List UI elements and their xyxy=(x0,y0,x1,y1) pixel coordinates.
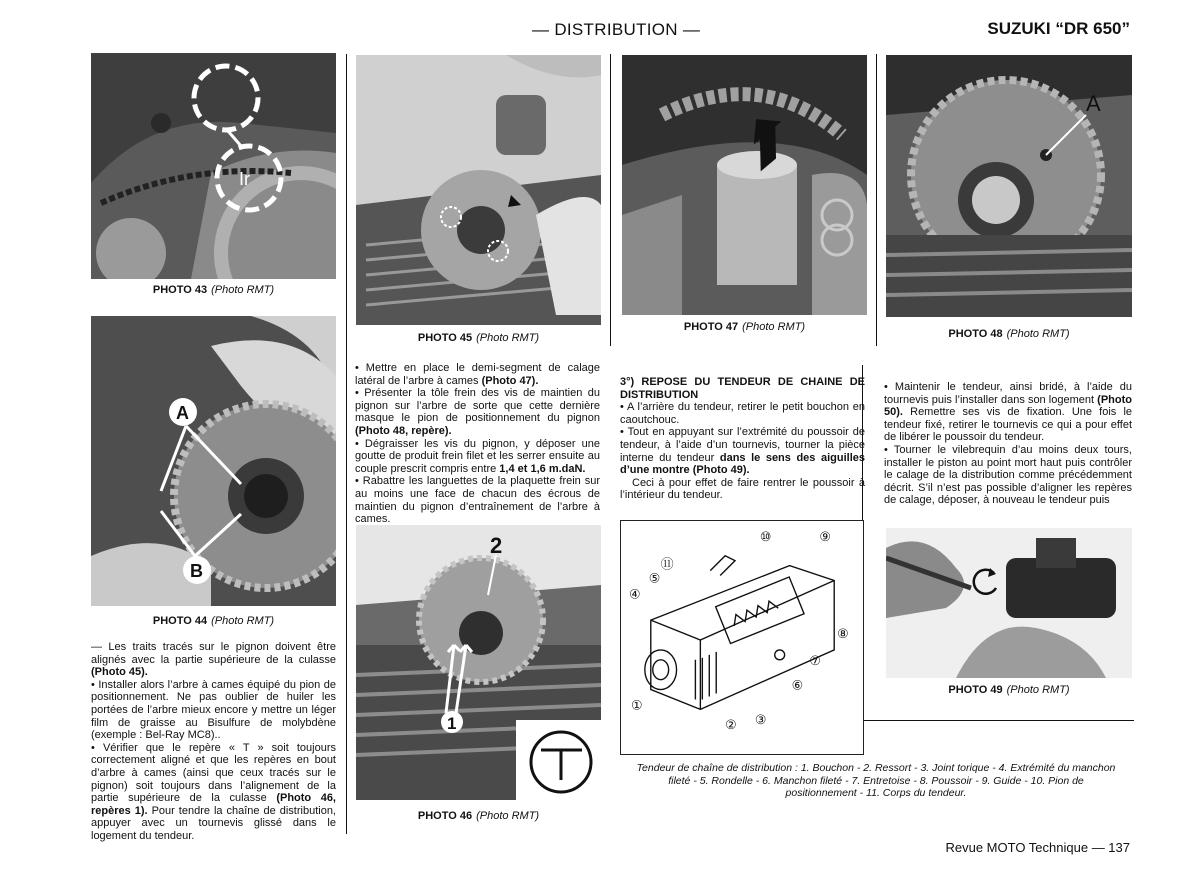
diagram-label: ⑤ xyxy=(648,571,661,587)
photo-marker: B xyxy=(190,561,203,581)
column-2-text xyxy=(355,362,600,526)
photo-49 xyxy=(886,528,1132,678)
photo-credit: (Photo RMT) xyxy=(1006,684,1070,696)
photo-credit: (Photo RMT) xyxy=(476,332,540,344)
photo-number: PHOTO 48 xyxy=(948,328,1003,340)
photo-reference: (Photo 45). xyxy=(91,666,148,679)
text-run: Pour tendre la chaîne de distribution, appuyer avec un tournevis glissé dans le logement du tendeur. xyxy=(91,804,336,842)
section-heading: 3°) REPOSE DU TENDEUR DE CHAINE DE DISTRIBUTION xyxy=(620,376,865,401)
photo-credit: (Photo RMT) xyxy=(742,321,806,333)
photo-number: PHOTO 45 xyxy=(417,332,473,344)
photo-48-caption xyxy=(886,328,1132,340)
diagram-label: ⑥ xyxy=(791,678,804,694)
emphasis: dans le sens des aiguilles d’une montre (Photo 49). xyxy=(620,451,865,477)
bullet-paragraph: • Tourner le vilebrequin d’au moins deux tours, installer le piston au point mort haut puis contrôler le calage de la distribution comme précédemment décrit. S’il n’est pas possible d’aligner les repères de calage, déposer, à nouveau le tendeur puis xyxy=(884,444,1132,507)
photo-47-caption xyxy=(622,321,867,333)
photo-credit: (Photo RMT) xyxy=(211,615,275,627)
photo-marker: 1 xyxy=(447,714,457,733)
bullet-paragraph: • Rabattre les languettes de la plaquette frein sur au moins une face de chacun des écrous de maintien du pignon d’entraînement de l’arbre à cames. xyxy=(355,475,600,525)
photo-number: PHOTO 44 xyxy=(152,615,208,627)
bullet-paragraph xyxy=(91,742,336,843)
photo-reference: (Photo 47). xyxy=(481,374,539,387)
bullet-paragraph xyxy=(355,438,600,476)
photo-45-caption xyxy=(356,332,601,344)
bullet-paragraph xyxy=(355,362,600,387)
diagram-legend: Tendeur de chaîne de distribution : 1. Bouchon - 2. Ressort - 3. Joint torique - 4. Extrémité du manchon fileté - 5. Rondelle - 6. Manchon fileté - 7. Entretoise - 8. Poussoir - 9. Guide - 10. Pion de positionnement - 11. Corps du tendeur. xyxy=(636,762,1116,799)
section-title: — DISTRIBUTION — xyxy=(532,20,701,39)
photo-44-caption xyxy=(91,615,336,627)
column-4-text xyxy=(884,381,1132,507)
text-run: Dégraisser les vis du pignon, y déposer une goutte de produit frein filet et les serrer ensuite au couple prescrit compris entre xyxy=(355,437,600,475)
photo-46 xyxy=(356,525,601,800)
text-run: Vérifier que le repère « T » soit toujours correctement aligné et que les repères en bout d’arbre à cames (ainsi que ceux tracés sur le pignon) soit toujours dans l’alignement de la partie supérieure de la culasse xyxy=(91,741,336,805)
photo-number: PHOTO 46 xyxy=(417,810,473,822)
diagram-label: ② xyxy=(725,718,737,734)
photo-47 xyxy=(622,55,867,315)
photo-45 xyxy=(356,55,601,325)
photo-43 xyxy=(91,53,336,279)
photo-49-caption xyxy=(886,684,1132,696)
photo-reference: (Photo 46, repères 1). xyxy=(91,792,336,817)
bullet-paragraph: • Installer alors l’arbre à cames équipé du pion de positionnement. Ne pas oublier de huiler les portées de l’arbre mieux encore y mettre un léger film de graisse au Bisulfure de molybdène (exemple : Bel-Ray MC8).. xyxy=(91,679,336,742)
photo-marker: A xyxy=(1086,91,1101,116)
photo-marker: A xyxy=(176,403,189,423)
diagram-label: ④ xyxy=(628,587,641,603)
column-rule xyxy=(346,54,347,834)
photo-credit: (Photo RMT) xyxy=(1006,328,1070,340)
column-3-text xyxy=(620,376,865,502)
text-run: Mettre en place le demi-segment de calage latéral de l’arbre à cames xyxy=(355,362,600,387)
bullet-paragraph: • A l’arrière du tendeur, retirer le petit bouchon en caoutchouc. xyxy=(620,401,865,426)
brand-title: SUZUKI “DR 650” xyxy=(987,19,1130,38)
photo-credit: (Photo RMT) xyxy=(476,810,540,822)
tensioner-diagram xyxy=(620,520,864,755)
column-rule xyxy=(610,54,611,346)
diagram-label: ⑩ xyxy=(759,529,772,545)
photo-marker: Ir xyxy=(239,169,250,189)
diagram-label: ⑪ xyxy=(660,557,674,573)
paragraph xyxy=(91,641,336,679)
text-run: — Les traits tracés sur le pignon doivent être alignés avec la partie supérieure de la culasse xyxy=(91,641,336,666)
photo-43-caption xyxy=(91,284,336,296)
column-rule xyxy=(876,54,877,346)
photo-46-caption xyxy=(356,810,601,822)
text-run: Présenter la tôle frein des vis de maintien du pignon sur l’arbre de sorte que cette dernière masque le pion de positionnement du pignon xyxy=(355,387,600,425)
photo-marker: 2 xyxy=(490,533,503,558)
column-1-text xyxy=(91,641,336,843)
diagram-label: ⑨ xyxy=(819,529,831,545)
diagram-label: ① xyxy=(630,698,643,714)
photo-number: PHOTO 47 xyxy=(683,321,739,333)
text-run: Maintenir le tendeur, ainsi bridé, à l’aide du tournevis puis l’installer dans son logement xyxy=(884,381,1132,406)
diagram-label: ⑧ xyxy=(837,626,849,642)
photo-number: PHOTO 43 xyxy=(152,284,208,296)
bullet-paragraph xyxy=(620,426,865,476)
photo-number: PHOTO 49 xyxy=(948,684,1003,696)
photo-credit: (Photo RMT) xyxy=(211,284,275,296)
photo-reference: (Photo 50). xyxy=(884,393,1132,419)
photo-reference: (Photo 48, repère). xyxy=(355,424,452,437)
text-run: Remettre ses vis de fixation. Une fois le tendeur fixé, retirer le tournevis ce qui a pour effet de libérer le poussoir du tendeur. xyxy=(884,406,1132,444)
diagram-label: ③ xyxy=(754,713,767,729)
diagram-label: ⑦ xyxy=(809,653,821,669)
text-run: Tout en appuyant sur l’extrémité du poussoir de tendeur, à l’aide d’un tournevis, tourner la pièce interne du tendeur xyxy=(620,426,865,464)
photo-48 xyxy=(886,55,1132,317)
photo-44 xyxy=(91,316,336,606)
bullet-paragraph xyxy=(884,381,1132,444)
page-footer: Revue MOTO Technique — 137 xyxy=(945,840,1130,855)
text-run: Ceci à pour effet de faire rentrer le poussoir à l’intérieur du tendeur. xyxy=(620,476,865,502)
bullet-paragraph xyxy=(355,387,600,437)
torque-value: 1,4 et 1,6 m.daN. xyxy=(499,462,586,475)
column-rule xyxy=(862,720,1134,721)
paragraph xyxy=(620,477,865,502)
